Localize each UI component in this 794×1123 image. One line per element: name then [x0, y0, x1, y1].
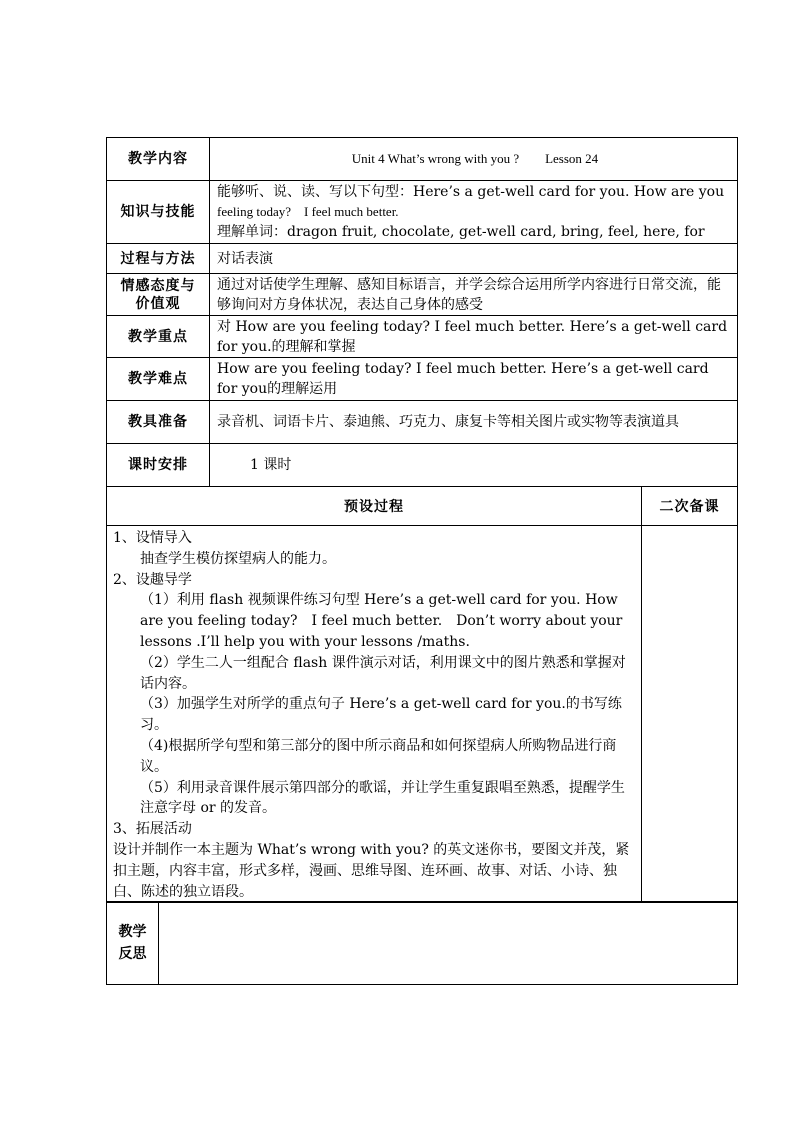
step-3-heading: 3、拓展活动: [113, 821, 192, 838]
step-1-text: 抽查学生模仿探望病人的能力。: [140, 550, 336, 567]
label-knowledge-skills: 知识与技能: [107, 181, 210, 244]
knowledge-line-1: 能够听、说、读、写以下句型：Here’s a get-well card for you. How are you: [217, 184, 725, 200]
value-difficult-points: How are you feeling today? I feel much better. Here’s a get-well card for you的理解运用: [210, 358, 738, 401]
label-difficult-points: 教学难点: [107, 358, 210, 401]
row-content: [107, 138, 738, 181]
header-process: 预设过程: [107, 487, 642, 526]
reflection-label: [107, 902, 159, 985]
row-emotion-values: [107, 274, 738, 316]
reflection-content: [159, 902, 738, 985]
label-content: 教学内容: [107, 138, 210, 181]
reflection-label-line-1: 教学: [118, 924, 147, 940]
row-teaching-aids: [107, 401, 738, 444]
process-content: [107, 526, 642, 903]
step-2-item-2: （2）学生二人一组配合 flash 课件演示对话，利用课文中的图片熟悉和掌握对话内容。: [140, 654, 626, 692]
header-backup: 二次备课: [642, 487, 738, 526]
value-knowledge-skills: [210, 181, 738, 244]
row-knowledge-skills: [107, 181, 738, 244]
label-key-points: 教学重点: [107, 316, 210, 358]
step-2-item-1: （1）利用 flash 视频课件练习句型 Here’s a get-well card for you. How are you feeling today? I feel much better. Don’t worry about your lessons .I’ll help you with your lessons /maths.: [140, 592, 623, 650]
label-emotion-values: [107, 274, 210, 316]
step-2-heading: 2、设趣导学: [113, 571, 192, 588]
value-class-hours: 1 课时: [210, 444, 738, 487]
lesson-info-table: [106, 137, 738, 487]
knowledge-line-2: feeling today? I feel much better.: [217, 204, 399, 219]
label-emotion-line-2: 价值观: [135, 295, 181, 312]
row-difficult-points: [107, 358, 738, 401]
step-2-item-5: （5）利用录音课件展示第四部分的歌谣，并让学生重复跟唱至熟悉，提醒学生注意字母 or 的发音。: [140, 779, 625, 817]
row-key-points: [107, 316, 738, 358]
label-emotion-line-1: 情感态度与: [120, 277, 196, 294]
value-teaching-aids: 录音机、词语卡片、泰迪熊、巧克力、康复卡等相关图片或实物等表演道具: [210, 401, 738, 444]
label-process-method: 过程与方法: [107, 244, 210, 274]
process-table: [106, 486, 738, 903]
row-class-hours: [107, 444, 738, 487]
value-emotion-values: 通过对话使学生理解、感知目标语言，并学会综合运用所学内容进行日常交流，能够询问对方身体状况，表达自己身体的感受: [210, 274, 738, 316]
step-3-text: 设计并制作一本主题为 What’s wrong with you? 的英文迷你书，要图文并茂，紧扣主题，内容丰富，形式多样，漫画、思维导图、连环画、故事、对话、小诗、独白、陈述的独立语段。: [113, 841, 630, 900]
value-key-points: 对 How are you feeling today? I feel much better. Here’s a get-well card for you.的理解和掌握: [210, 316, 738, 358]
reflection-label-line-2: 反思: [118, 946, 147, 962]
step-2-item-3: （3）加强学生对所学的重点句子 Here’s a get-well card for you.的书写练习。: [140, 696, 622, 734]
step-1-heading: 1、设情导入: [113, 530, 192, 546]
backup-content: [642, 526, 738, 903]
process-header-row: [107, 487, 738, 526]
value-process-method: 对话表演: [210, 244, 738, 274]
reflection-table: [106, 901, 738, 985]
process-body-row: [107, 526, 738, 903]
row-process-method: [107, 244, 738, 274]
step-2-item-4: （4)根据所学句型和第三部分的图中所示商品和如何探望病人所购物品进行商议。: [140, 737, 617, 775]
label-class-hours: 课时安排: [107, 444, 210, 487]
label-teaching-aids: 教具准备: [107, 401, 210, 444]
reflection-row: [107, 902, 738, 985]
value-content: Unit 4 What’s wrong with you ? Lesson 24: [210, 138, 738, 181]
knowledge-line-3: 理解单词：dragon fruit, chocolate, get-well card, bring, feel, here, for: [217, 224, 705, 240]
